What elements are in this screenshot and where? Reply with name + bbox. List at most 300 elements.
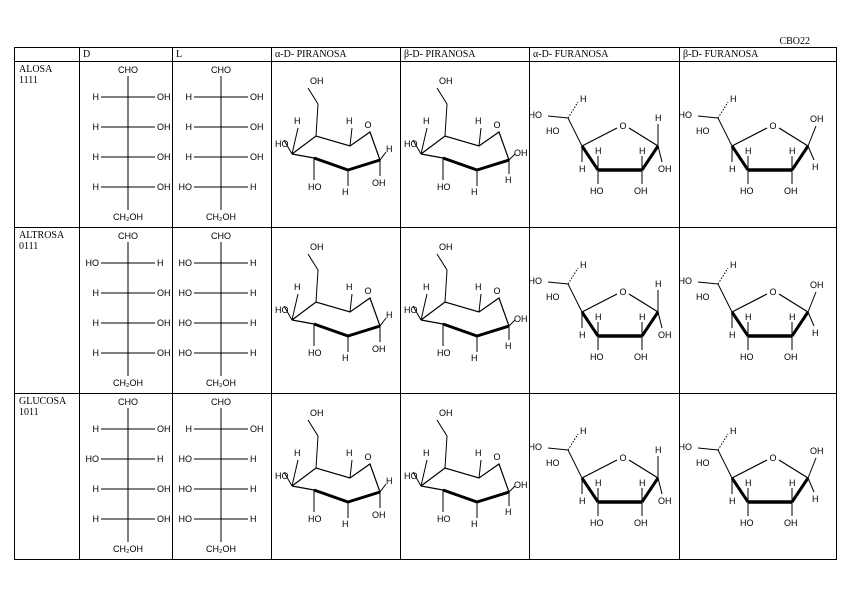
fischer-substituent: H	[185, 92, 192, 102]
table-row	[15, 394, 837, 560]
bond-line	[568, 118, 582, 146]
atom-label: H	[346, 282, 353, 292]
bond-line	[718, 450, 732, 478]
atom-label: HO	[437, 182, 451, 192]
fischer-substituent: H	[250, 454, 257, 464]
fischer-substituent: OH	[157, 484, 171, 494]
beta-pyranose-cell	[401, 228, 530, 394]
atom-label: H	[505, 341, 512, 351]
bond-line	[568, 434, 578, 450]
bond-line	[658, 312, 662, 328]
fischer-substituent: H	[157, 258, 164, 268]
fischer-substituent: H	[92, 514, 99, 524]
atom-label: H	[812, 328, 819, 338]
beta-furanose-cell	[680, 62, 837, 228]
fischer-substituent: H	[185, 424, 192, 434]
fischer-d-structure	[80, 394, 172, 558]
monosaccharide-table	[14, 47, 837, 560]
fischer-substituent: H	[92, 318, 99, 328]
fischer-substituent: H	[185, 152, 192, 162]
sugar-name: GLUCOSA	[19, 396, 67, 407]
fischer-bottom-label: CH₂OH	[113, 378, 143, 388]
bond-line	[732, 128, 767, 146]
bond-line	[316, 270, 318, 302]
fischer-substituent: HO	[178, 514, 192, 524]
atom-label: HO	[308, 182, 322, 192]
fischer-substituent: H	[92, 92, 99, 102]
atom-label: OH	[310, 408, 324, 418]
fischer-substituent: HO	[178, 484, 192, 494]
fischer-l-cell	[173, 394, 272, 560]
fischer-substituent: OH	[157, 348, 171, 358]
fischer-top-label: CHO	[118, 65, 138, 75]
beta-furanose-structure	[680, 228, 836, 392]
bond-line	[568, 450, 582, 478]
beta-pyranose-cell	[401, 62, 530, 228]
atom-label: HO	[308, 348, 322, 358]
fischer-top-label: CHO	[118, 231, 138, 241]
atom-label: H	[595, 146, 602, 156]
bond-line	[437, 88, 447, 104]
atom-label: H	[595, 312, 602, 322]
sugar-code: 1011	[19, 407, 39, 418]
fischer-substituent: HO	[178, 258, 192, 268]
atom-label: H	[579, 164, 586, 174]
atom-label: H	[346, 448, 353, 458]
fischer-d-cell	[80, 394, 173, 560]
fischer-substituent: H	[92, 182, 99, 192]
atom-label: O	[493, 452, 501, 462]
atom-label: H	[655, 445, 662, 455]
table-row	[15, 62, 837, 228]
alpha-furanose-structure	[530, 62, 679, 226]
fischer-substituent: HO	[85, 454, 99, 464]
atom-label: H	[423, 282, 430, 292]
fischer-substituent: HO	[178, 318, 192, 328]
beta-furanose-cell	[680, 394, 837, 560]
atom-label: OH	[439, 242, 453, 252]
fischer-substituent: H	[250, 348, 257, 358]
atom-label: H	[730, 426, 737, 436]
atom-label: H	[812, 162, 819, 172]
atom-label: H	[655, 279, 662, 289]
atom-label: H	[342, 519, 349, 529]
atom-label: H	[580, 426, 587, 436]
bond-line	[443, 490, 477, 502]
fischer-substituent: H	[92, 424, 99, 434]
row-label	[15, 62, 80, 228]
bond-line	[443, 324, 477, 336]
bond-line	[779, 460, 808, 478]
atom-label: OH	[658, 164, 672, 174]
bond-line	[437, 254, 447, 270]
atom-label: H	[655, 113, 662, 123]
bond-line	[808, 312, 814, 326]
bond-line	[308, 88, 318, 104]
fischer-substituent: H	[250, 318, 257, 328]
bond-line	[437, 420, 447, 436]
alpha-pyranose-structure	[272, 228, 400, 392]
atom-label: H	[729, 496, 736, 506]
beta-furanose-structure	[680, 62, 836, 226]
bond-line	[582, 128, 617, 146]
atom-label: H	[580, 260, 587, 270]
bond-line	[732, 460, 767, 478]
atom-label: HO	[404, 139, 418, 149]
bond-line	[445, 436, 447, 468]
atom-label: O	[769, 453, 777, 463]
bond-line	[808, 292, 816, 312]
fischer-substituent: H	[250, 484, 257, 494]
atom-label: H	[423, 448, 430, 458]
header-name	[15, 48, 80, 62]
atom-label: HO	[404, 305, 418, 315]
alpha-pyranose-cell	[272, 62, 401, 228]
bond-line	[808, 478, 814, 492]
atom-label: H	[346, 116, 353, 126]
bond-line	[308, 254, 318, 270]
atom-label: H	[729, 164, 736, 174]
alpha-pyranose-cell	[272, 394, 401, 560]
atom-label: H	[386, 144, 393, 154]
fischer-bottom-label: CH₂OH	[206, 544, 236, 554]
atom-label: H	[505, 175, 512, 185]
bond-line	[350, 294, 352, 312]
atom-label: O	[364, 452, 372, 462]
sugar-name: ALOSA	[19, 64, 53, 75]
bond-line	[548, 116, 568, 118]
bond-line	[348, 326, 380, 336]
bond-line	[629, 294, 658, 312]
atom-label: OH	[634, 352, 648, 362]
fischer-substituent: OH	[157, 318, 171, 328]
atom-label: H	[730, 260, 737, 270]
atom-label: H	[342, 353, 349, 363]
atom-label: OH	[372, 510, 386, 520]
atom-label: H	[745, 312, 752, 322]
atom-label: HO	[590, 518, 604, 528]
fischer-d-structure	[80, 228, 172, 392]
atom-label: H	[789, 478, 796, 488]
alpha-pyranose-structure	[272, 394, 400, 558]
atom-label: HO	[696, 292, 710, 302]
atom-label: HO	[696, 458, 710, 468]
bond-line	[479, 294, 481, 312]
fischer-substituent: OH	[157, 514, 171, 524]
bond-line	[443, 158, 477, 170]
atom-label: O	[493, 120, 501, 130]
atom-label: H	[471, 353, 478, 363]
fischer-substituent: H	[185, 122, 192, 132]
bond-line	[477, 160, 509, 170]
bond-line	[479, 128, 481, 146]
fischer-substituent: HO	[178, 348, 192, 358]
fischer-substituent: OH	[250, 152, 264, 162]
beta-furanose-structure	[680, 394, 836, 558]
alpha-furanose-structure	[530, 228, 679, 392]
bond-line	[582, 294, 617, 312]
bond-line	[779, 128, 808, 146]
fischer-substituent: H	[92, 484, 99, 494]
fischer-substituent: H	[92, 348, 99, 358]
atom-label: H	[580, 94, 587, 104]
atom-label: HO	[590, 352, 604, 362]
header-l: L	[173, 48, 272, 62]
bond-line	[445, 270, 447, 302]
fischer-d-structure	[80, 62, 172, 226]
atom-label: H	[639, 478, 646, 488]
atom-label: OH	[784, 352, 798, 362]
atom-label: OH	[439, 76, 453, 86]
atom-label: H	[294, 448, 301, 458]
fischer-substituent: OH	[157, 288, 171, 298]
atom-label: H	[294, 282, 301, 292]
bond-line	[808, 146, 814, 160]
row-label	[15, 394, 80, 560]
fischer-substituent: H	[92, 152, 99, 162]
atom-label: HO	[437, 348, 451, 358]
bond-line	[718, 118, 732, 146]
row-label	[15, 228, 80, 394]
bond-line	[350, 460, 352, 478]
fischer-bottom-label: CH₂OH	[206, 212, 236, 222]
fischer-substituent: OH	[157, 122, 171, 132]
bond-line	[479, 460, 481, 478]
fischer-substituent: OH	[157, 92, 171, 102]
beta-furanose-cell	[680, 228, 837, 394]
atom-label: OH	[784, 518, 798, 528]
bond-line	[445, 104, 447, 136]
atom-label: HO	[528, 276, 542, 286]
atom-label: H	[639, 312, 646, 322]
fischer-substituent: H	[250, 182, 257, 192]
fischer-l-cell	[173, 62, 272, 228]
bond-line	[314, 158, 348, 170]
fischer-substituent: H	[157, 454, 164, 464]
fischer-substituent: HO	[178, 454, 192, 464]
atom-label: O	[364, 286, 372, 296]
atom-label: H	[471, 519, 478, 529]
atom-label: OH	[514, 148, 528, 158]
atom-label: HO	[275, 139, 289, 149]
bond-line	[316, 436, 318, 468]
bond-line	[698, 282, 718, 284]
bond-line	[808, 458, 816, 478]
atom-label: HO	[546, 458, 560, 468]
atom-label: OH	[634, 186, 648, 196]
atom-label: HO	[546, 126, 560, 136]
fischer-substituent: H	[92, 288, 99, 298]
header-alpha-pyranose: α-D- PIRANOSA	[272, 48, 401, 62]
sugar-name: ALTROSA	[19, 230, 65, 241]
alpha-furanose-cell	[530, 62, 680, 228]
bond-line	[314, 490, 348, 502]
bond-line	[629, 128, 658, 146]
fischer-substituent: OH	[250, 424, 264, 434]
alpha-furanose-cell	[530, 394, 680, 560]
atom-label: O	[364, 120, 372, 130]
atom-label: H	[579, 496, 586, 506]
atom-label: HO	[740, 518, 754, 528]
alpha-furanose-structure	[530, 394, 679, 558]
fischer-substituent: HO	[178, 182, 192, 192]
atom-label: HO	[437, 514, 451, 524]
atom-label: HO	[528, 110, 542, 120]
fischer-substituent: OH	[157, 152, 171, 162]
fischer-l-cell	[173, 228, 272, 394]
bond-line	[808, 126, 816, 146]
bond-line	[779, 294, 808, 312]
alpha-furanose-cell	[530, 228, 680, 394]
fischer-substituent: OH	[157, 182, 171, 192]
atom-label: OH	[658, 496, 672, 506]
alpha-pyranose-cell	[272, 228, 401, 394]
atom-label: H	[789, 312, 796, 322]
fischer-d-cell	[80, 228, 173, 394]
fischer-substituent: OH	[157, 424, 171, 434]
document-code: CBO22	[779, 36, 810, 47]
fischer-bottom-label: CH₂OH	[206, 378, 236, 388]
header-d: D	[80, 48, 173, 62]
fischer-top-label: CHO	[211, 397, 231, 407]
bond-line	[568, 102, 578, 118]
atom-label: O	[619, 121, 627, 131]
bond-line	[718, 434, 728, 450]
atom-label: OH	[810, 446, 824, 456]
beta-pyranose-cell	[401, 394, 530, 560]
atom-label: H	[475, 116, 482, 126]
bond-line	[316, 104, 318, 136]
beta-pyranose-structure	[401, 394, 529, 558]
atom-label: OH	[372, 178, 386, 188]
header-beta-furanose: β-D- FURANOSA	[680, 48, 837, 62]
atom-label: OH	[514, 480, 528, 490]
atom-label: H	[812, 494, 819, 504]
atom-label: H	[505, 507, 512, 517]
bond-line	[718, 268, 728, 284]
atom-label: H	[595, 478, 602, 488]
bond-line	[629, 460, 658, 478]
atom-label: O	[769, 121, 777, 131]
atom-label: H	[475, 448, 482, 458]
atom-label: H	[745, 146, 752, 156]
atom-label: OH	[310, 242, 324, 252]
atom-label: H	[729, 330, 736, 340]
fischer-l-structure	[173, 228, 271, 392]
fischer-top-label: CHO	[211, 65, 231, 75]
header-row	[15, 48, 837, 62]
atom-label: HO	[740, 186, 754, 196]
bond-line	[314, 324, 348, 336]
beta-pyranose-structure	[401, 228, 529, 392]
atom-label: HO	[678, 442, 692, 452]
atom-label: HO	[275, 471, 289, 481]
bond-line	[308, 420, 318, 436]
fischer-l-structure	[173, 394, 271, 558]
atom-label: OH	[810, 114, 824, 124]
atom-label: OH	[514, 314, 528, 324]
beta-pyranose-structure	[401, 62, 529, 226]
atom-label: H	[423, 116, 430, 126]
bond-line	[477, 492, 509, 502]
atom-label: O	[619, 287, 627, 297]
table-row	[15, 228, 837, 394]
bond-line	[718, 284, 732, 312]
bond-line	[568, 284, 582, 312]
atom-label: H	[789, 146, 796, 156]
bond-line	[568, 268, 578, 284]
atom-label: O	[769, 287, 777, 297]
atom-label: H	[386, 476, 393, 486]
bond-line	[698, 116, 718, 118]
fischer-top-label: CHO	[211, 231, 231, 241]
alpha-pyranose-structure	[272, 62, 400, 226]
bond-line	[350, 128, 352, 146]
bond-line	[718, 102, 728, 118]
bond-line	[732, 294, 767, 312]
fischer-bottom-label: CH₂OH	[113, 544, 143, 554]
atom-label: H	[579, 330, 586, 340]
atom-label: O	[493, 286, 501, 296]
fischer-substituent: H	[250, 258, 257, 268]
fischer-l-structure	[173, 62, 271, 226]
fischer-substituent: HO	[85, 258, 99, 268]
atom-label: OH	[310, 76, 324, 86]
atom-label: HO	[275, 305, 289, 315]
atom-label: H	[342, 187, 349, 197]
fischer-d-cell	[80, 62, 173, 228]
atom-label: HO	[696, 126, 710, 136]
atom-label: OH	[658, 330, 672, 340]
header-alpha-furanose: α-D- FURANOSA	[530, 48, 680, 62]
atom-label: O	[619, 453, 627, 463]
atom-label: H	[294, 116, 301, 126]
atom-label: OH	[634, 518, 648, 528]
bond-line	[348, 160, 380, 170]
bond-line	[698, 448, 718, 450]
atom-label: HO	[308, 514, 322, 524]
sugar-code: 1111	[19, 75, 38, 86]
bond-line	[477, 326, 509, 336]
atom-label: H	[386, 310, 393, 320]
fischer-top-label: CHO	[118, 397, 138, 407]
atom-label: OH	[372, 344, 386, 354]
fischer-bottom-label: CH₂OH	[113, 212, 143, 222]
atom-label: HO	[678, 276, 692, 286]
atom-label: HO	[546, 292, 560, 302]
bond-line	[348, 492, 380, 502]
bond-line	[548, 282, 568, 284]
fischer-substituent: H	[250, 288, 257, 298]
bond-line	[658, 146, 662, 162]
fischer-substituent: H	[92, 122, 99, 132]
atom-label: H	[475, 282, 482, 292]
header-beta-pyranose: β-D- PIRANOSA	[401, 48, 530, 62]
sugar-code: 0111	[19, 241, 39, 252]
atom-label: HO	[678, 110, 692, 120]
bond-line	[582, 460, 617, 478]
atom-label: H	[639, 146, 646, 156]
fischer-substituent: HO	[178, 288, 192, 298]
atom-label: OH	[810, 280, 824, 290]
atom-label: OH	[439, 408, 453, 418]
fischer-substituent: OH	[250, 92, 264, 102]
bond-line	[658, 478, 662, 494]
atom-label: OH	[784, 186, 798, 196]
atom-label: HO	[528, 442, 542, 452]
fischer-substituent: OH	[250, 122, 264, 132]
atom-label: HO	[740, 352, 754, 362]
